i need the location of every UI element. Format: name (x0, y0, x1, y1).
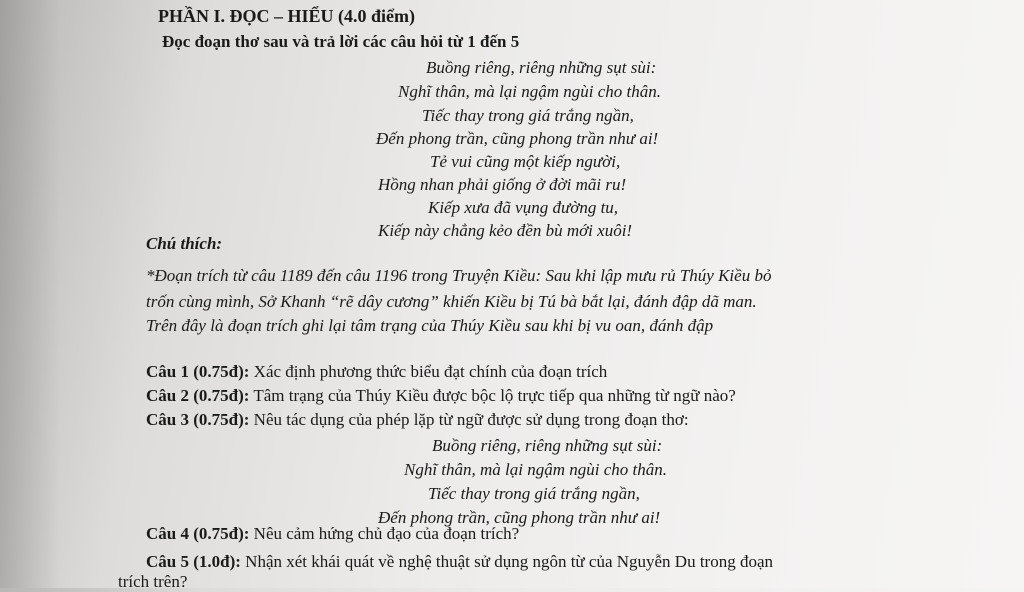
poem-line: Đến phong trần, cũng phong trần như ai! (376, 129, 659, 148)
question-text: Nhận xét khái quát về nghệ thuật sử dụng ngôn từ của Nguyễn Du trong đoạn (240, 552, 774, 571)
question-label: Câu 3 (0.75đ): (146, 410, 250, 429)
question-5 (146, 552, 773, 572)
section-title: PHẦN I. ĐỌC – HIỂU (4.0 điểm) (158, 6, 415, 26)
poem-line: Hồng nhan phải giống ở đời mãi ru! (378, 175, 627, 194)
question-label: Câu 4 (0.75đ): (146, 524, 250, 543)
quoted-poem-line: Tiếc thay trong giá trắng ngần, (428, 484, 640, 503)
poem-line: Tẻ vui cũng một kiếp người, (430, 152, 621, 171)
question-text: Nêu tác dụng của phép lặp từ ngữ được sử dụng trong đoạn thơ: (249, 410, 689, 429)
question-label: Câu 2 (0.75đ): (146, 386, 250, 405)
note-heading: Chú thích: (146, 234, 223, 253)
instruction: Đọc đoạn thơ sau và trả lời các câu hỏi từ 1 đến 5 (162, 32, 520, 51)
question-text: Nêu cảm hứng chủ đạo của đoạn trích? (249, 524, 520, 543)
quoted-poem-line: Nghĩ thân, mà lại ngậm ngùi cho thân. (404, 460, 668, 479)
question-2 (146, 386, 736, 406)
question-3 (146, 410, 689, 430)
page-shadow (0, 0, 60, 588)
question-4 (146, 524, 519, 544)
quoted-poem-line: Đến phong trần, cũng phong trần như ai! (378, 508, 661, 527)
note-line: Trên đây là đoạn trích ghi lại tâm trạng của Thúy Kiều sau khi bị vu oan, đánh đập (146, 316, 714, 335)
question-label: Câu 5 (1.0đ): (146, 552, 241, 571)
question-text: Tâm trạng của Thúy Kiều được bộc lộ trực tiếp qua những từ ngữ nào? (249, 386, 736, 405)
question-text: Xác định phương thức biểu đạt chính của đoạn trích (249, 362, 608, 381)
poem-line: Buồng riêng, riêng những sụt sùi: (426, 58, 657, 77)
question-1 (146, 362, 607, 382)
poem-line: Kiếp này chẳng kẻo đền bù mới xuôi! (378, 221, 633, 240)
poem-line: Tiếc thay trong giá trắng ngần, (422, 106, 634, 125)
question-label: Câu 1 (0.75đ): (146, 362, 250, 381)
question-5-continuation: trích trên? (118, 572, 188, 591)
poem-line: Kiếp xưa đã vụng đường tu, (428, 198, 619, 217)
poem-line: Nghĩ thân, mà lại ngậm ngùi cho thân. (398, 82, 662, 101)
note-line: trốn cùng mình, Sở Khanh “rẽ dây cương” khiến Kiều bị Tú bà bắt lại, đánh đập dã man. (146, 292, 757, 311)
note-line: *Đoạn trích từ câu 1189 đến câu 1196 trong Truyện Kiều: Sau khi lập mưu rủ Thúy Kiều bỏ (146, 266, 772, 285)
quoted-poem-line: Buồng riêng, riêng những sụt sùi: (432, 436, 663, 455)
